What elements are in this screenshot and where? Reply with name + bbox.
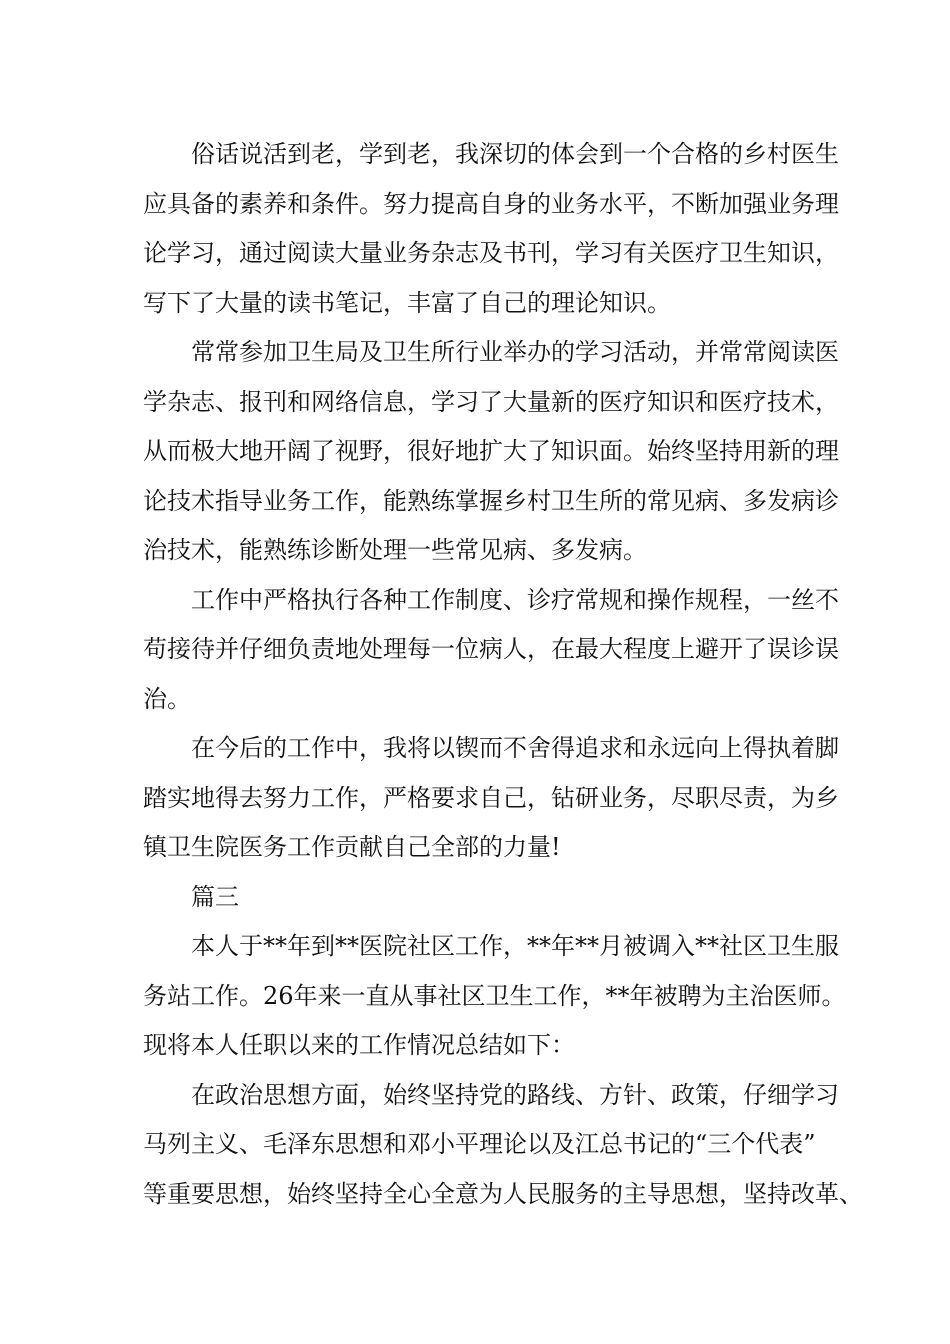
text-line: 应具备的素养和条件。努力提高自身的业务水平，不断加强业务理 <box>143 189 839 218</box>
text-line: 务站工作。26年来一直从事社区卫生工作，**年被聘为主治医师。 <box>143 981 846 1010</box>
text-line: 治技术，能熟练诊断处理一些常见病、多发病。 <box>143 536 647 564</box>
text-line: 从而极大地开阔了视野，很好地扩大了知识面。始终坚持用新的理 <box>143 437 839 465</box>
text-line: 写下了大量的读书笔记，丰富了自己的理论知识。 <box>143 288 671 317</box>
text-line: 踏实地得去努力工作，严格要求自己，钻研业务，尽职尽责，为乡 <box>143 783 839 812</box>
text-line: 论技术指导业务工作，能熟练掌握乡村卫生所的常见病、多发病诊 <box>143 486 839 515</box>
text-line: 在今后的工作中，我将以锲而不舍得追求和永远向上得执着脚 <box>191 734 839 762</box>
text-line: 篇三 <box>191 882 239 911</box>
text-line: 论学习，通过阅读大量业务杂志及书刊，学习有关医疗卫生知识， <box>143 239 839 267</box>
text-line: 常常参加卫生局及卫生所行业举办的学习活动，并常常阅读医 <box>191 338 839 366</box>
text-line: 现将本人任职以来的工作情况总结如下： <box>143 1031 575 1059</box>
document-body <box>143 130 863 1219</box>
text-line: 学杂志、报刊和网络信息，学习了大量新的医疗知识和医疗技术， <box>143 387 839 416</box>
text-line: 本人于**年到**医院社区工作，**年**月被调入**社区卫生服 <box>191 932 839 960</box>
text-line: 镇卫生院医务工作贡献自己全部的力量! <box>143 833 561 861</box>
text-line: 俗话说活到老，学到老，我深切的体会到一个合格的乡村医生 <box>191 140 839 168</box>
text-line: 等重要思想，始终坚持全心全意为人民服务的主导思想，坚持改革、 <box>143 1179 863 1208</box>
text-line: 马列主义、毛泽东思想和邓小平理论以及江总书记的“三个代表” <box>143 1130 816 1158</box>
text-line: 苟接待并仔细负责地处理每一位病人，在最大程度上避开了误诊误 <box>143 635 839 663</box>
text-line: 在政治思想方面，始终坚持党的路线、方针、政策，仔细学习 <box>191 1080 839 1109</box>
text-line: 治。 <box>143 684 191 713</box>
text-line: 工作中严格执行各种工作制度、诊疗常规和操作规程，一丝不 <box>191 585 839 614</box>
